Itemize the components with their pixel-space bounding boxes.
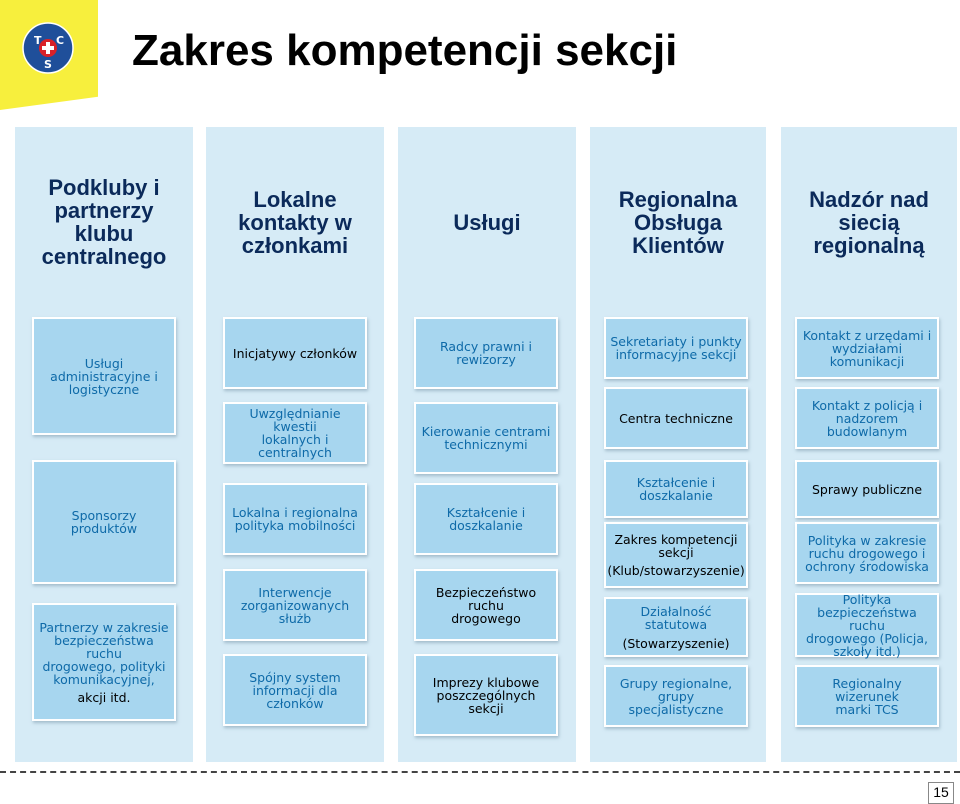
box-text: Sekretariaty i punkty: [610, 334, 742, 349]
page-number: 15: [928, 782, 954, 804]
box-text: Usługi: [84, 355, 124, 371]
logo-letter-s: S: [44, 58, 52, 71]
logo-letter-t: T: [34, 34, 42, 47]
box-text: marki TCS: [835, 701, 899, 717]
heading-line: członkami: [241, 232, 349, 258]
box-police-contact: [795, 387, 939, 449]
box-text: informacji dla: [252, 682, 338, 698]
box-text: drogowego (Policja,: [805, 630, 929, 646]
box-text: doszkalanie: [639, 488, 713, 503]
box-text: członków: [266, 695, 324, 711]
box-text: Radcy prawni i: [439, 339, 533, 354]
box-text: szkoły itd.): [833, 643, 901, 659]
box-public-affairs: [795, 460, 939, 518]
box-text: zorganizowanych: [240, 597, 350, 613]
box-text: logistyczne: [68, 381, 140, 397]
box-safety-policy: [795, 593, 939, 657]
box-text: budowlanym: [826, 423, 908, 439]
box-text: sekcji: [658, 545, 694, 560]
box-text: Interwencje: [258, 584, 332, 600]
box-member-initiatives: [223, 317, 367, 389]
box-member-info-system: [223, 654, 367, 726]
heading-line: siecią: [838, 209, 900, 235]
box-secretariats: [604, 317, 748, 379]
box-text: administracyjne i: [50, 368, 158, 384]
box-text: poszczególnych sekcji: [436, 687, 536, 716]
box-text: Bezpieczeństwo ruchu: [435, 584, 537, 613]
box-text: Sprawy publiczne: [811, 481, 923, 497]
box-text: wydziałami: [831, 340, 903, 356]
heading-line: regionalną: [813, 232, 925, 258]
box-admin-services: [32, 317, 176, 435]
box-text: polityka mobilności: [234, 518, 356, 533]
box-text: Spójny system: [249, 669, 341, 685]
box-text: Uwzględnianie kwestii: [249, 406, 341, 434]
box-text: technicznymi: [444, 437, 528, 452]
column-regional-network: [781, 127, 957, 762]
box-text: Działalność statutowa: [640, 603, 712, 632]
box-text: informacyjne sekcji: [615, 347, 737, 362]
heading-line: Lokalne: [253, 186, 337, 212]
page-title: Zakres kompetencji sekcji: [132, 26, 678, 75]
box-text: Lokalna i regionalna: [232, 505, 358, 520]
box-text: ruchu drogowego i: [808, 545, 926, 561]
box-road-safety: [414, 569, 558, 641]
box-text: Kształcenie i: [636, 475, 716, 490]
box-text: komunikacji: [829, 353, 905, 369]
box-training: [604, 460, 748, 518]
heading-line: partnerzy: [54, 198, 154, 223]
box-text: rewizorzy: [456, 352, 516, 367]
heading-line: Klientów: [632, 232, 724, 258]
box-text: Inicjatywy członków: [232, 345, 358, 361]
column-heading: [15, 167, 193, 277]
logo-letter-c: C: [56, 34, 65, 47]
box-text: Sponsorzy produktów: [70, 508, 138, 536]
box-local-issues: [223, 402, 367, 464]
box-text: Kierowanie centrami: [421, 424, 551, 439]
box-text: drogowego: [451, 610, 521, 626]
box-text: Kontakt z policją i: [811, 397, 923, 413]
box-text: Partnerzy w zakresie: [39, 619, 169, 635]
box-safety-partners: [32, 603, 176, 721]
box-text: nadzorem: [835, 410, 899, 426]
box-services-intervention: [223, 569, 367, 641]
heading-line: Regionalna: [618, 186, 738, 212]
box-text: doszkalanie: [449, 518, 523, 533]
column-services: [398, 127, 576, 762]
box-tech-centers: [604, 387, 748, 449]
box-text: lokalnych i: [261, 432, 329, 447]
box-text: Centra techniczne: [619, 410, 733, 426]
box-text: Zakres kompetencji: [614, 532, 738, 547]
heading-line: Obsługa: [633, 209, 722, 235]
box-authorities-contact: [795, 317, 939, 379]
box-product-sponsors: [32, 460, 176, 584]
box-text: Kształcenie i: [446, 505, 526, 520]
box-text: bezpieczeństwa ruchu: [817, 604, 917, 633]
box-legal-advisors: [414, 317, 558, 389]
box-text: ochrony środowiska: [805, 558, 929, 574]
box-training: [414, 483, 558, 555]
heading-line: centralnego: [41, 244, 167, 269]
box-text: (Stowarzyszenie): [622, 635, 730, 651]
column-local-contacts: [206, 127, 384, 762]
tcs-logo-icon: [22, 22, 74, 74]
box-text: centralnych: [258, 445, 332, 460]
heading-line: kontakty w: [238, 209, 352, 235]
heading-line: Usługi: [453, 209, 521, 235]
column-regional-service: [590, 127, 766, 762]
box-regional-groups: [604, 665, 748, 727]
box-brand-image: [795, 665, 939, 727]
column-heading: [590, 167, 766, 277]
column-heading: [781, 167, 957, 277]
box-traffic-policy: [795, 522, 939, 584]
heading-line: Podkluby i: [48, 175, 160, 200]
column-subclubs: [15, 127, 193, 762]
box-text: grupy specjalistyczne: [628, 688, 724, 717]
box-text: Polityka: [842, 591, 892, 607]
box-text: Grupy regionalne,: [619, 675, 733, 691]
box-club-events: [414, 654, 558, 736]
box-text: drogowego, polityki: [42, 658, 166, 674]
heading-line: Nadzór nad: [809, 186, 929, 212]
box-statutory-activity: [604, 597, 748, 657]
heading-line: klubu: [74, 221, 134, 246]
box-text: Regionalny wizerunek: [832, 675, 902, 704]
box-text: akcji itd.: [77, 689, 131, 705]
box-text: bezpieczeństwa ruchu: [54, 632, 154, 661]
box-mobility-policy: [223, 483, 367, 555]
box-text: służb: [278, 610, 312, 626]
column-heading: [206, 167, 384, 277]
column-heading: [398, 167, 576, 277]
box-text: Polityka w zakresie: [807, 532, 927, 548]
box-text: Imprezy klubowe: [432, 674, 540, 690]
box-text: komunikacyjnej,: [53, 671, 155, 687]
box-text: (Klub/stowarzyszenie): [607, 563, 745, 578]
footer-divider: [0, 771, 960, 773]
box-technical-centers: [414, 402, 558, 474]
box-text: Kontakt z urzędami i: [802, 327, 932, 343]
box-section-competence: [604, 522, 748, 588]
